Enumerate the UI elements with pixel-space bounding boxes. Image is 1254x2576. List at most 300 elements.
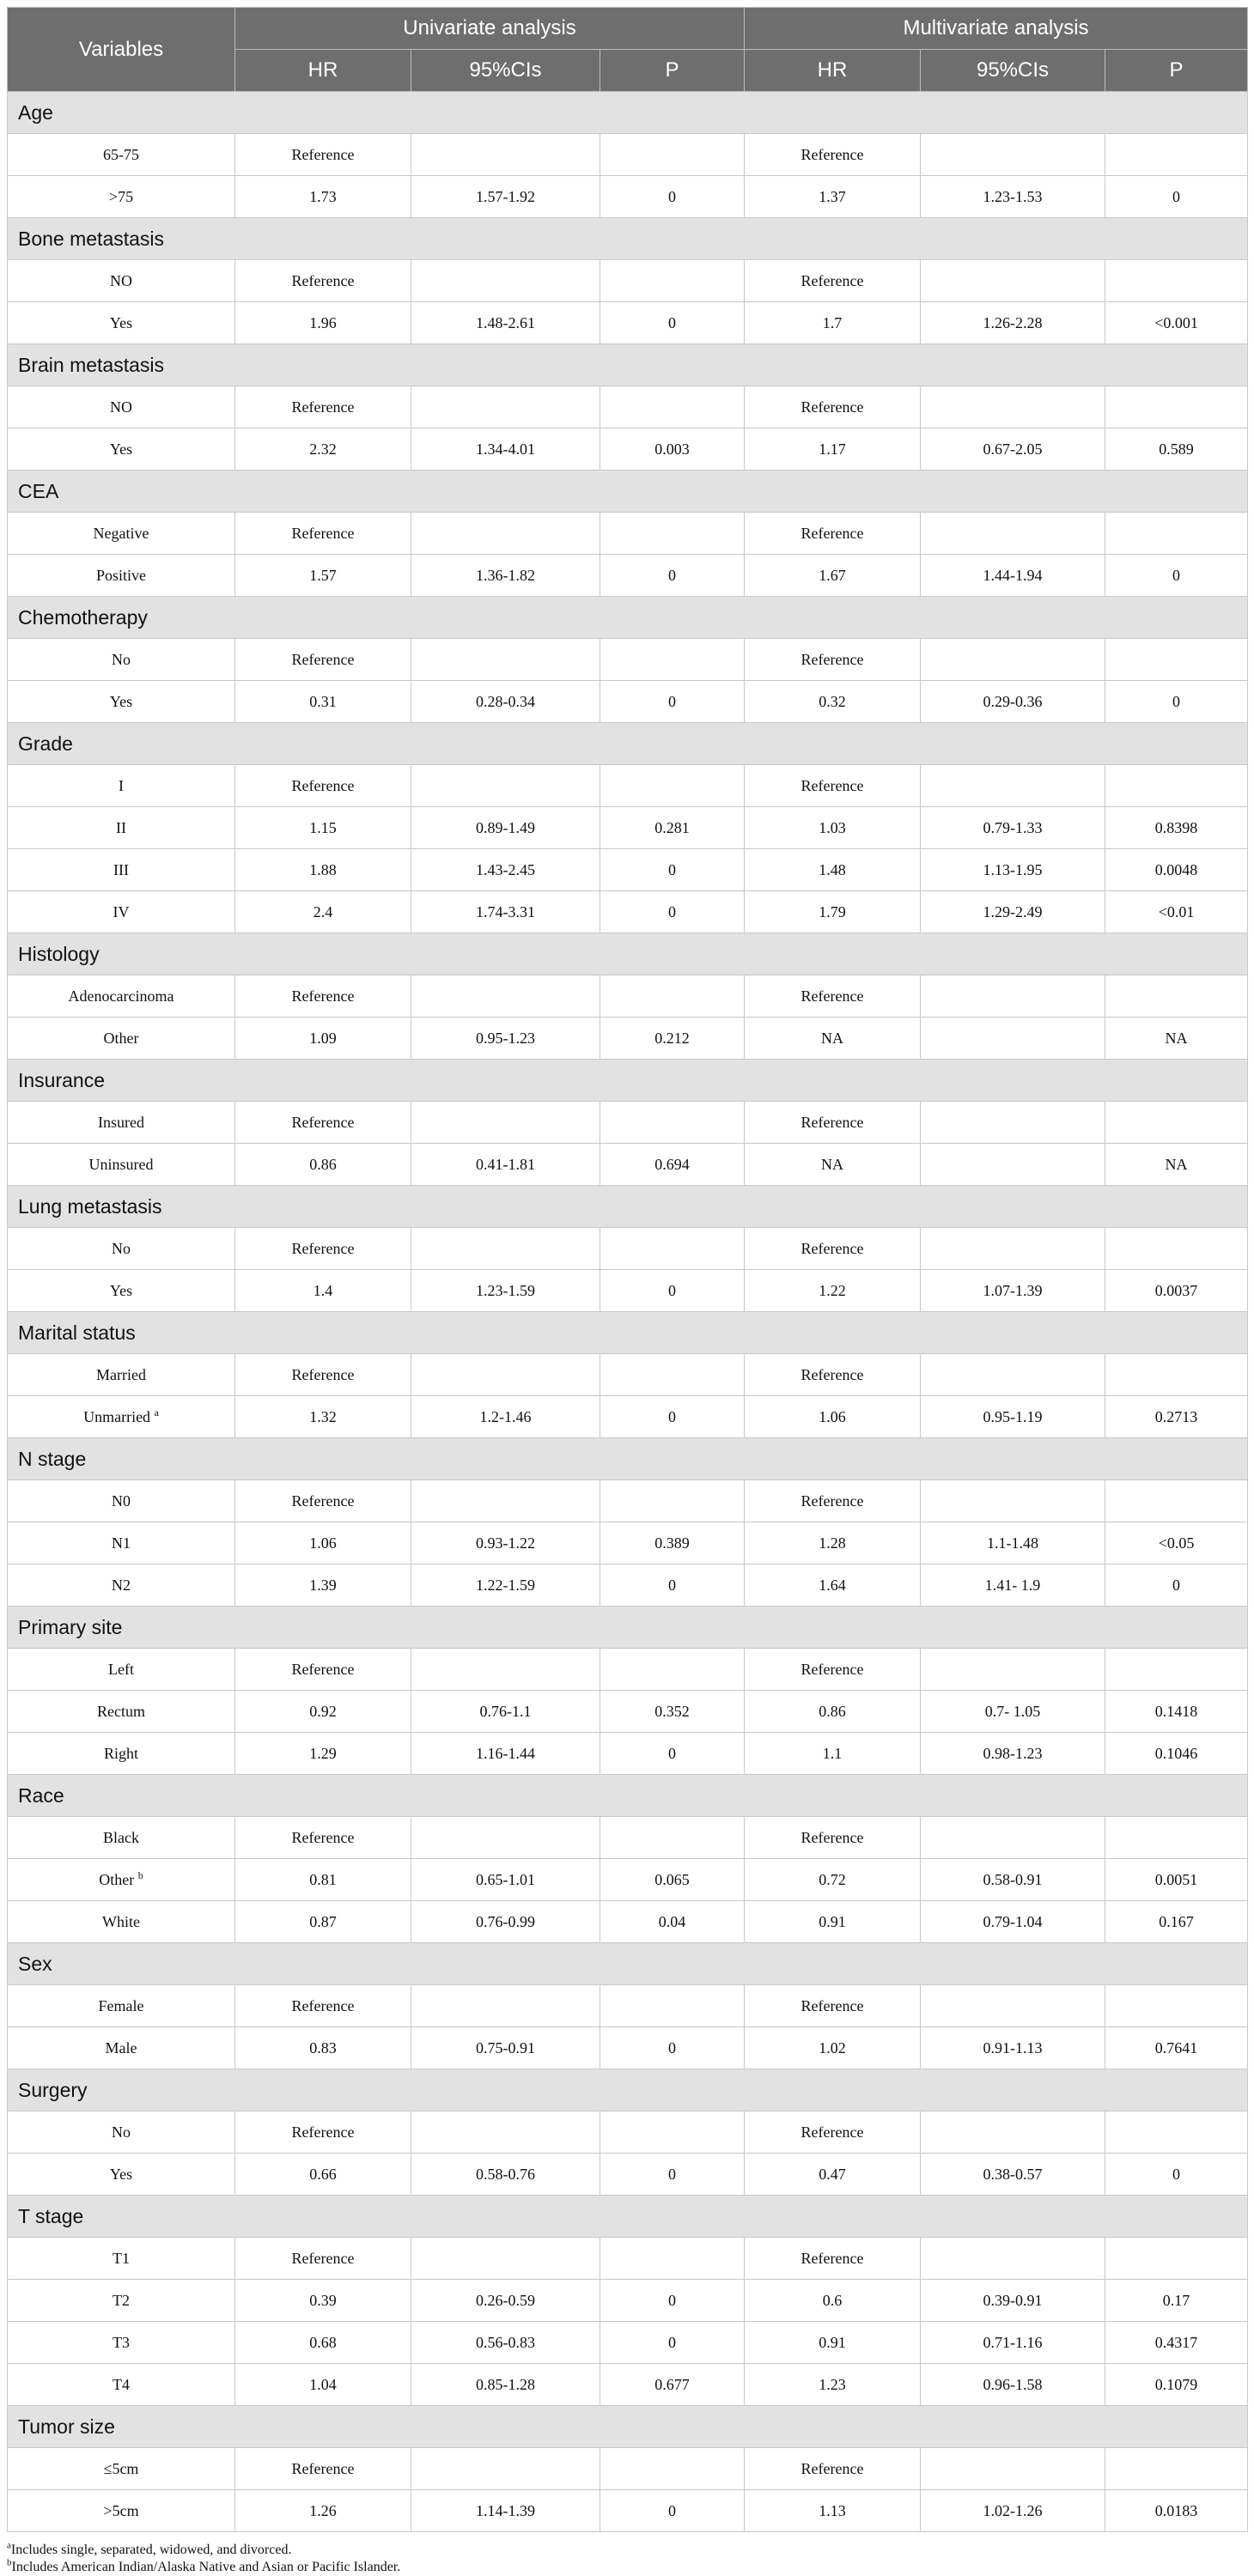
uni-hr-cell: 1.26 [235,2490,411,2532]
section-row [8,933,1248,975]
multi-ci-cell [921,1480,1105,1522]
multi-hr-cell: Reference [745,1354,921,1396]
uni-p-cell [600,975,745,1018]
multi-ci-cell [921,975,1105,1018]
row-label: N0 [112,1492,131,1510]
row-label: Other [103,1029,139,1047]
table-row [8,1733,1248,1775]
multi-ci-cell [921,1144,1105,1186]
multi-ci-cell: 0.29-0.36 [921,681,1105,723]
multi-p-cell: 0.7641 [1105,2027,1248,2069]
uni-hr-cell: Reference [235,1102,411,1144]
multi-hr-cell: Reference [745,1985,921,2027]
row-label-cell [8,807,235,849]
multi-hr-cell: Reference [745,1649,921,1691]
section-row [8,1943,1248,1985]
uni-p-cell [600,386,745,428]
row-label: No [112,650,131,668]
multi-hr-cell: NA [745,1018,921,1060]
multi-p-cell: 0.17 [1105,2280,1248,2322]
multi-hr-cell: Reference [745,639,921,681]
multi-hr-cell: Reference [745,2111,921,2154]
uni-ci-cell: 0.28-0.34 [411,681,600,723]
row-label-cell [8,513,235,555]
multi-p-cell: 0.0037 [1105,1270,1248,1312]
multi-ci-cell: 0.98-1.23 [921,1733,1105,1775]
multi-p-cell: 0 [1105,681,1248,723]
multi-p-cell [1105,2448,1248,2490]
uni-ci-cell [411,1102,600,1144]
section-row [8,344,1248,386]
header-uni-hr: HR [235,50,411,92]
uni-ci-cell [411,1985,600,2027]
uni-p-cell [600,1102,745,1144]
multi-hr-cell: Reference [745,513,921,555]
table-row [8,807,1248,849]
multi-hr-cell: Reference [745,1817,921,1859]
multi-p-cell: 0.1418 [1105,1691,1248,1733]
uni-hr-cell: Reference [235,2111,411,2154]
row-label: Black [103,1828,139,1846]
uni-hr-cell: 0.86 [235,1144,411,1186]
uni-p-cell [600,639,745,681]
multi-p-cell: 0.167 [1105,1901,1248,1943]
multi-ci-cell [921,1649,1105,1691]
multi-p-cell [1105,975,1248,1018]
header-uni-ci: 95%CIs [411,50,600,92]
section-title: CEA [8,471,1248,513]
uni-hr-cell: Reference [235,1817,411,1859]
table-row [8,2111,1248,2154]
uni-ci-cell: 0.85-1.28 [411,2364,600,2406]
table-row [8,2364,1248,2406]
uni-hr-cell: Reference [235,513,411,555]
row-label-cell [8,2322,235,2364]
uni-ci-cell: 1.34-4.01 [411,428,600,471]
uni-hr-cell: Reference [235,134,411,176]
section-row [8,1060,1248,1102]
table-row [8,260,1248,302]
table-row [8,2490,1248,2532]
table-row [8,1691,1248,1733]
multi-p-cell [1105,1649,1248,1691]
uni-p-cell: 0.065 [600,1859,745,1901]
multi-ci-cell [921,260,1105,302]
table-row [8,1018,1248,1060]
uni-p-cell [600,260,745,302]
row-label: White [102,1912,140,1930]
multi-ci-cell [921,2111,1105,2154]
uni-p-cell: 0 [600,555,745,597]
row-label-cell [8,555,235,597]
multi-p-cell [1105,513,1248,555]
uni-p-cell: 0 [600,1270,745,1312]
multi-ci-cell [921,134,1105,176]
uni-hr-cell: 1.29 [235,1733,411,1775]
section-title: Surgery [8,2069,1248,2111]
row-label: IV [113,902,130,920]
row-label-cell [8,1733,235,1775]
uni-p-cell [600,765,745,807]
section-row [8,1775,1248,1817]
table-row [8,1649,1248,1691]
uni-hr-cell: 0.83 [235,2027,411,2069]
uni-hr-cell: Reference [235,765,411,807]
multi-p-cell: 0.1079 [1105,2364,1248,2406]
uni-ci-cell: 1.23-1.59 [411,1270,600,1312]
multi-ci-cell [921,2238,1105,2280]
row-label: II [116,818,126,836]
uni-p-cell: 0 [600,849,745,891]
multi-hr-cell: 1.22 [745,1270,921,1312]
section-title: Brain metastasis [8,344,1248,386]
table-row [8,1480,1248,1522]
multi-ci-cell: 1.44-1.94 [921,555,1105,597]
row-label: Left [108,1660,134,1678]
uni-ci-cell: 1.36-1.82 [411,555,600,597]
uni-hr-cell: 0.31 [235,681,411,723]
multi-p-cell [1105,386,1248,428]
uni-ci-cell: 1.48-2.61 [411,302,600,344]
multi-hr-cell: Reference [745,1228,921,1270]
uni-p-cell: 0.003 [600,428,745,471]
table-row [8,1228,1248,1270]
footnote-mark: a [7,2540,11,2551]
row-label: Female [98,1996,144,2014]
footnotes [7,2542,400,2576]
footnote-mark: b [7,2557,12,2568]
row-label-cell [8,1817,235,1859]
table-row [8,1102,1248,1144]
uni-ci-cell [411,134,600,176]
table-row [8,1985,1248,2027]
table-row [8,891,1248,933]
multi-ci-cell: 0.96-1.58 [921,2364,1105,2406]
multi-hr-cell: 1.67 [745,555,921,597]
uni-hr-cell: 0.87 [235,1901,411,1943]
section-title: Histology [8,933,1248,975]
row-label: N2 [112,1576,131,1594]
header-multivariate: Multivariate analysis [745,8,1248,50]
row-label: Yes [109,440,133,458]
uni-hr-cell: Reference [235,2238,411,2280]
uni-ci-cell: 0.26-0.59 [411,2280,600,2322]
row-label-cell [8,1144,235,1186]
row-label: NO [110,398,132,416]
multi-ci-cell [921,1018,1105,1060]
row-label-cell [8,302,235,344]
table-row [8,2238,1248,2280]
uni-hr-cell: Reference [235,639,411,681]
uni-ci-cell: 0.41-1.81 [411,1144,600,1186]
multi-ci-cell: 1.26-2.28 [921,302,1105,344]
row-label: Negative [93,524,149,542]
table-row [8,2027,1248,2069]
section-row [8,92,1248,134]
section-row [8,1186,1248,1228]
multi-ci-cell: 0.79-1.04 [921,1901,1105,1943]
table-row [8,1817,1248,1859]
section-title: Insurance [8,1060,1248,1102]
uni-hr-cell: 0.66 [235,2154,411,2196]
uni-hr-cell: 0.68 [235,2322,411,2364]
uni-p-cell [600,513,745,555]
table-row [8,681,1248,723]
row-label-cell [8,2154,235,2196]
uni-p-cell: 0.04 [600,1901,745,1943]
uni-ci-cell [411,2238,600,2280]
section-row [8,471,1248,513]
multi-p-cell [1105,1985,1248,2027]
row-label-cell [8,1985,235,2027]
multi-ci-cell: 0.95-1.19 [921,1396,1105,1438]
uni-p-cell: 0.389 [600,1522,745,1564]
multi-hr-cell: 0.86 [745,1691,921,1733]
uni-ci-cell [411,2111,600,2154]
multi-ci-cell [921,1354,1105,1396]
table-row [8,1354,1248,1396]
uni-hr-cell: Reference [235,386,411,428]
multi-ci-cell [921,386,1105,428]
row-label: >75 [108,187,134,205]
uni-hr-cell: 2.4 [235,891,411,933]
uni-hr-cell: 1.96 [235,302,411,344]
row-label: N1 [112,1534,131,1552]
multi-ci-cell: 0.91-1.13 [921,2027,1105,2069]
uni-ci-cell [411,386,600,428]
multi-p-cell: NA [1105,1144,1248,1186]
uni-p-cell: 0.281 [600,807,745,849]
multi-ci-cell: 1.02-1.26 [921,2490,1105,2532]
multi-p-cell: 0.2713 [1105,1396,1248,1438]
multi-hr-cell: 1.28 [745,1522,921,1564]
footnote-ref: a [154,1406,159,1419]
row-label-cell [8,1691,235,1733]
section-title: Chemotherapy [8,597,1248,639]
row-label: T1 [113,2249,130,2267]
uni-ci-cell: 0.75-0.91 [411,2027,600,2069]
uni-ci-cell: 1.74-3.31 [411,891,600,933]
multi-hr-cell: 0.72 [745,1859,921,1901]
table-row [8,975,1248,1018]
multi-hr-cell: Reference [745,975,921,1018]
row-label: ≤5cm [103,2459,139,2477]
multi-hr-cell: Reference [745,765,921,807]
row-label: T2 [113,2291,130,2309]
multi-hr-cell: 1.17 [745,428,921,471]
multi-p-cell: 0.0051 [1105,1859,1248,1901]
row-label-cell [8,849,235,891]
multi-ci-cell [921,639,1105,681]
uni-ci-cell: 1.57-1.92 [411,176,600,218]
footnote-text: Includes single, separated, widowed, and divorced. [10,2543,292,2557]
footnote-text: Includes American Indian/Alaska Native and Asian or Pacific Islander. [11,2560,401,2574]
multi-p-cell [1105,765,1248,807]
row-label: No [112,1239,131,1257]
row-label-cell [8,1354,235,1396]
row-label-cell [8,681,235,723]
row-label: 65-75 [103,145,139,163]
table-row [8,2280,1248,2322]
uni-ci-cell: 0.65-1.01 [411,1859,600,1901]
uni-p-cell: 0 [600,891,745,933]
section-row [8,723,1248,765]
multi-p-cell [1105,1354,1248,1396]
uni-hr-cell: 1.73 [235,176,411,218]
section-row [8,218,1248,260]
multi-p-cell: 0 [1105,2154,1248,2196]
uni-hr-cell: Reference [235,1228,411,1270]
section-row [8,1312,1248,1354]
row-label-cell [8,1859,235,1901]
regression-table [7,7,1248,2532]
row-label-cell [8,1228,235,1270]
uni-p-cell: 0 [600,2322,745,2364]
multi-hr-cell: 1.48 [745,849,921,891]
uni-p-cell: 0 [600,681,745,723]
uni-p-cell: 0.694 [600,1144,745,1186]
uni-hr-cell: 1.32 [235,1396,411,1438]
multi-hr-cell: 0.32 [745,681,921,723]
uni-ci-cell [411,639,600,681]
table-row [8,1270,1248,1312]
row-label: Insured [98,1113,144,1131]
uni-p-cell: 0.352 [600,1691,745,1733]
multi-p-cell [1105,1480,1248,1522]
uni-p-cell: 0 [600,176,745,218]
uni-p-cell [600,1985,745,2027]
row-label-cell [8,2490,235,2532]
uni-hr-cell: Reference [235,1354,411,1396]
table-row [8,1859,1248,1901]
multi-ci-cell [921,1817,1105,1859]
row-label-cell [8,2027,235,2069]
row-label: Married [96,1365,146,1383]
uni-p-cell: 0 [600,1564,745,1607]
multi-ci-cell: 1.13-1.95 [921,849,1105,891]
row-label: Adenocarcinoma [68,987,174,1005]
uni-hr-cell: 0.92 [235,1691,411,1733]
header-univariate: Univariate analysis [235,8,745,50]
uni-ci-cell: 0.76-0.99 [411,1901,600,1943]
row-label: T3 [113,2333,130,2351]
multi-ci-cell: 0.71-1.16 [921,2322,1105,2364]
uni-ci-cell: 1.2-1.46 [411,1396,600,1438]
uni-hr-cell: 1.15 [235,807,411,849]
multi-ci-cell: 1.07-1.39 [921,1270,1105,1312]
multi-hr-cell: 0.6 [745,2280,921,2322]
multi-p-cell: <0.01 [1105,891,1248,933]
uni-hr-cell: 1.09 [235,1018,411,1060]
section-title: N stage [8,1438,1248,1480]
row-label-cell [8,260,235,302]
multi-ci-cell: 0.38-0.57 [921,2154,1105,2196]
uni-hr-cell: 1.39 [235,1564,411,1607]
row-label-cell [8,1480,235,1522]
uni-hr-cell: Reference [235,1480,411,1522]
table-row [8,1396,1248,1438]
multi-hr-cell: 1.03 [745,807,921,849]
uni-ci-cell [411,2448,600,2490]
section-row [8,2069,1248,2111]
uni-hr-cell: Reference [235,975,411,1018]
header-multi-p: P [1105,50,1248,92]
section-title: Marital status [8,1312,1248,1354]
multi-hr-cell: Reference [745,1102,921,1144]
uni-p-cell: 0.212 [600,1018,745,1060]
section-title: Sex [8,1943,1248,1985]
row-label-cell [8,428,235,471]
multi-ci-cell: 1.1-1.48 [921,1522,1105,1564]
row-label: Right [103,1744,138,1762]
row-label: Other [99,1870,135,1888]
uni-hr-cell: Reference [235,260,411,302]
table-row [8,849,1248,891]
multi-ci-cell [921,513,1105,555]
row-label: No [112,2123,131,2141]
multi-hr-cell: Reference [745,134,921,176]
row-label-cell [8,1522,235,1564]
uni-p-cell: 0.677 [600,2364,745,2406]
table-row [8,134,1248,176]
multi-hr-cell: 0.91 [745,1901,921,1943]
multi-ci-cell: 1.23-1.53 [921,176,1105,218]
multi-p-cell [1105,1817,1248,1859]
multi-p-cell [1105,260,1248,302]
row-label-cell [8,639,235,681]
uni-p-cell [600,2238,745,2280]
multi-p-cell: 0.589 [1105,428,1248,471]
multi-hr-cell: 0.91 [745,2322,921,2364]
multi-hr-cell: 1.79 [745,891,921,933]
uni-p-cell: 0 [600,1733,745,1775]
uni-hr-cell: 2.32 [235,428,411,471]
multi-hr-cell: NA [745,1144,921,1186]
row-label-cell [8,386,235,428]
uni-p-cell: 0 [600,2280,745,2322]
multi-hr-cell: 1.06 [745,1396,921,1438]
row-label: NO [110,271,132,289]
uni-p-cell [600,1649,745,1691]
header-multi-ci: 95%CIs [921,50,1105,92]
row-label-cell [8,2111,235,2154]
uni-hr-cell: 0.39 [235,2280,411,2322]
uni-ci-cell [411,1480,600,1522]
uni-p-cell: 0 [600,2027,745,2069]
header-uni-p: P [600,50,745,92]
multi-hr-cell: 1.13 [745,2490,921,2532]
section-row [8,1607,1248,1649]
row-label-cell [8,1018,235,1060]
row-label-cell [8,1901,235,1943]
table-row [8,2448,1248,2490]
multi-hr-cell: 1.1 [745,1733,921,1775]
uni-p-cell [600,2448,745,2490]
multi-p-cell: 0 [1105,1564,1248,1607]
row-label: >5cm [103,2501,139,2519]
table-row [8,555,1248,597]
table-row [8,765,1248,807]
uni-ci-cell: 0.58-0.76 [411,2154,600,2196]
table-row [8,1522,1248,1564]
section-title: Bone metastasis [8,218,1248,260]
table-row [8,386,1248,428]
footnote-a [7,2542,400,2559]
multi-p-cell: 0.0183 [1105,2490,1248,2532]
footnote-b [7,2559,400,2576]
row-label-cell [8,1396,235,1438]
uni-hr-cell: 1.4 [235,1270,411,1312]
